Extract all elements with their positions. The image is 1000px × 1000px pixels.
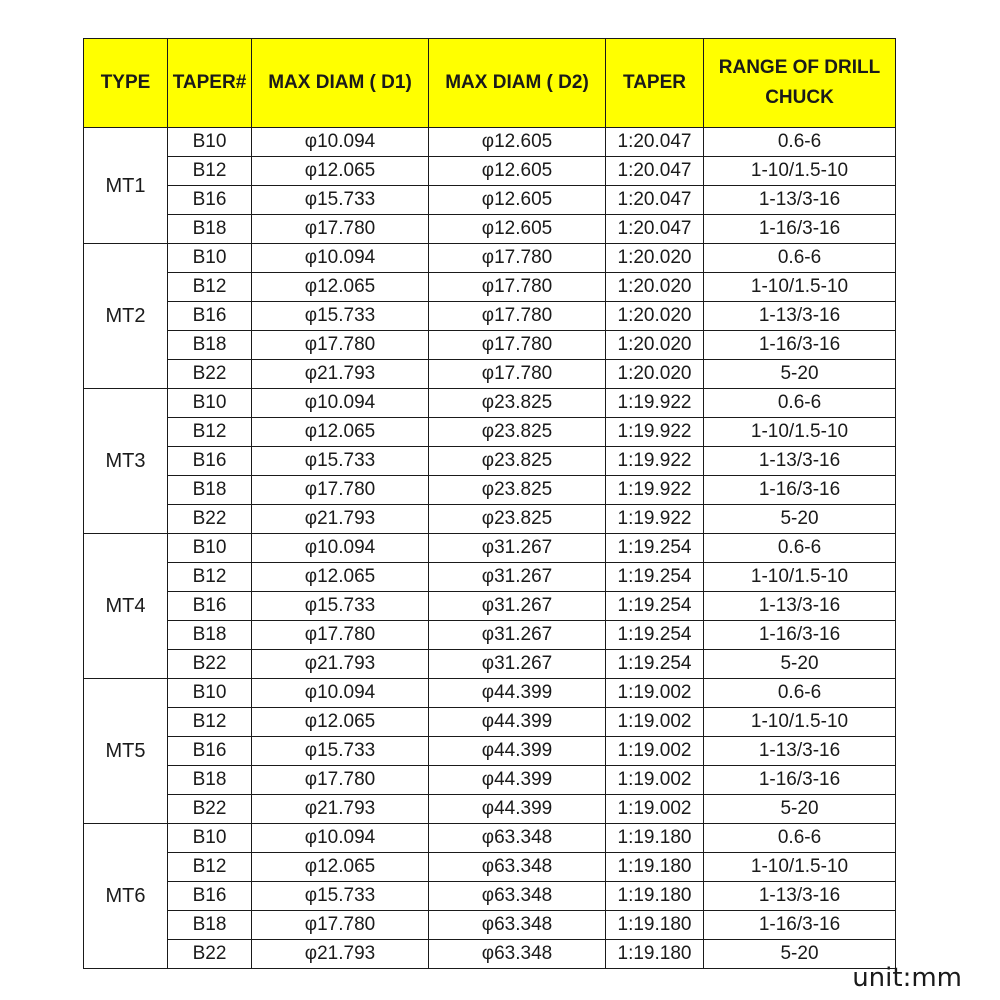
cell-max-diam-d2: φ23.825	[429, 505, 606, 534]
cell-max-diam-d1: φ12.065	[252, 157, 429, 186]
cell-max-diam-d1: φ15.733	[252, 447, 429, 476]
cell-max-diam-d1: φ12.065	[252, 273, 429, 302]
cell-taper-number: B12	[168, 853, 252, 882]
cell-max-diam-d2: φ12.605	[429, 215, 606, 244]
cell-taper-number: B12	[168, 708, 252, 737]
cell-taper-number: B10	[168, 128, 252, 157]
cell-drill-chuck-range: 1-16/3-16	[704, 766, 896, 795]
cell-max-diam-d2: φ23.825	[429, 389, 606, 418]
cell-taper-number: B22	[168, 650, 252, 679]
table-row	[84, 534, 896, 563]
cell-max-diam-d1: φ12.065	[252, 418, 429, 447]
cell-max-diam-d2: φ44.399	[429, 679, 606, 708]
cell-drill-chuck-range: 1-13/3-16	[704, 447, 896, 476]
cell-taper-number: B10	[168, 824, 252, 853]
cell-taper-ratio: 1:19.002	[606, 795, 704, 824]
cell-drill-chuck-range: 1-13/3-16	[704, 592, 896, 621]
table-row	[84, 215, 896, 244]
cell-taper-ratio: 1:20.020	[606, 360, 704, 389]
cell-drill-chuck-range: 1-16/3-16	[704, 621, 896, 650]
cell-max-diam-d1: φ10.094	[252, 534, 429, 563]
table-row	[84, 563, 896, 592]
cell-drill-chuck-range: 5-20	[704, 650, 896, 679]
cell-max-diam-d2: φ12.605	[429, 128, 606, 157]
cell-max-diam-d1: φ15.733	[252, 737, 429, 766]
cell-max-diam-d1: φ15.733	[252, 882, 429, 911]
cell-drill-chuck-range: 1-10/1.5-10	[704, 563, 896, 592]
table-row	[84, 476, 896, 505]
cell-max-diam-d2: φ31.267	[429, 563, 606, 592]
cell-max-diam-d2: φ31.267	[429, 534, 606, 563]
cell-taper-number: B18	[168, 621, 252, 650]
cell-drill-chuck-range: 5-20	[704, 505, 896, 534]
table-row	[84, 592, 896, 621]
cell-max-diam-d1: φ12.065	[252, 563, 429, 592]
cell-taper-number: B10	[168, 389, 252, 418]
cell-taper-ratio: 1:19.180	[606, 882, 704, 911]
cell-taper-number: B12	[168, 157, 252, 186]
cell-max-diam-d2: φ44.399	[429, 766, 606, 795]
cell-taper-number: B12	[168, 273, 252, 302]
cell-max-diam-d2: φ63.348	[429, 940, 606, 969]
table-body	[84, 128, 896, 969]
cell-max-diam-d1: φ21.793	[252, 360, 429, 389]
cell-max-diam-d2: φ17.780	[429, 302, 606, 331]
cell-max-diam-d2: φ31.267	[429, 592, 606, 621]
cell-drill-chuck-range: 1-10/1.5-10	[704, 853, 896, 882]
cell-taper-number: B18	[168, 331, 252, 360]
cell-taper-ratio: 1:19.002	[606, 708, 704, 737]
cell-taper-number: B10	[168, 534, 252, 563]
cell-max-diam-d1: φ10.094	[252, 244, 429, 273]
cell-taper-ratio: 1:20.047	[606, 186, 704, 215]
cell-taper-ratio: 1:19.180	[606, 853, 704, 882]
cell-taper-ratio: 1:19.922	[606, 418, 704, 447]
cell-drill-chuck-range: 1-10/1.5-10	[704, 418, 896, 447]
cell-drill-chuck-range: 0.6-6	[704, 244, 896, 273]
cell-taper-number: B16	[168, 592, 252, 621]
cell-max-diam-d1: φ21.793	[252, 795, 429, 824]
cell-max-diam-d2: φ31.267	[429, 650, 606, 679]
cell-taper-ratio: 1:19.922	[606, 505, 704, 534]
table-row	[84, 882, 896, 911]
cell-max-diam-d2: φ63.348	[429, 911, 606, 940]
cell-max-diam-d2: φ63.348	[429, 853, 606, 882]
cell-taper-number: B10	[168, 244, 252, 273]
cell-taper-ratio: 1:19.002	[606, 679, 704, 708]
cell-drill-chuck-range: 1-13/3-16	[704, 186, 896, 215]
cell-taper-number: B18	[168, 215, 252, 244]
cell-taper-ratio: 1:19.254	[606, 534, 704, 563]
table-row	[84, 650, 896, 679]
table-row	[84, 737, 896, 766]
table-row	[84, 331, 896, 360]
cell-max-diam-d2: φ17.780	[429, 331, 606, 360]
cell-taper-number: B16	[168, 447, 252, 476]
cell-drill-chuck-range: 1-16/3-16	[704, 215, 896, 244]
cell-max-diam-d1: φ17.780	[252, 766, 429, 795]
table-row	[84, 853, 896, 882]
cell-max-diam-d2: φ31.267	[429, 621, 606, 650]
cell-max-diam-d1: φ17.780	[252, 621, 429, 650]
cell-max-diam-d2: φ44.399	[429, 737, 606, 766]
cell-taper-ratio: 1:19.180	[606, 824, 704, 853]
cell-drill-chuck-range: 1-16/3-16	[704, 476, 896, 505]
cell-max-diam-d1: φ21.793	[252, 940, 429, 969]
cell-max-diam-d2: φ17.780	[429, 244, 606, 273]
cell-max-diam-d2: φ17.780	[429, 360, 606, 389]
cell-drill-chuck-range: 0.6-6	[704, 824, 896, 853]
table-row	[84, 679, 896, 708]
table-row	[84, 795, 896, 824]
cell-taper-ratio: 1:20.047	[606, 157, 704, 186]
cell-taper-number: B16	[168, 882, 252, 911]
cell-taper-ratio: 1:19.254	[606, 563, 704, 592]
cell-max-diam-d2: φ23.825	[429, 418, 606, 447]
table-header	[84, 39, 896, 128]
cell-max-diam-d1: φ15.733	[252, 592, 429, 621]
header-row	[84, 39, 896, 128]
cell-taper-ratio: 1:20.047	[606, 128, 704, 157]
cell-max-diam-d1: φ17.780	[252, 215, 429, 244]
cell-drill-chuck-range: 1-10/1.5-10	[704, 708, 896, 737]
cell-max-diam-d1: φ17.780	[252, 331, 429, 360]
cell-max-diam-d1: φ17.780	[252, 476, 429, 505]
cell-max-diam-d2: φ23.825	[429, 447, 606, 476]
cell-taper-ratio: 1:20.047	[606, 215, 704, 244]
cell-taper-ratio: 1:20.020	[606, 273, 704, 302]
table-row	[84, 708, 896, 737]
cell-taper-number: B12	[168, 418, 252, 447]
cell-drill-chuck-range: 1-13/3-16	[704, 302, 896, 331]
cell-type: MT5	[84, 679, 168, 824]
table-row	[84, 244, 896, 273]
cell-type: MT4	[84, 534, 168, 679]
table-row	[84, 389, 896, 418]
table-row	[84, 911, 896, 940]
cell-taper-number: B16	[168, 302, 252, 331]
cell-max-diam-d1: φ15.733	[252, 302, 429, 331]
header-taper: TAPER	[606, 39, 704, 128]
table-row	[84, 766, 896, 795]
table-row	[84, 940, 896, 969]
cell-taper-ratio: 1:19.180	[606, 940, 704, 969]
cell-taper-ratio: 1:19.002	[606, 766, 704, 795]
cell-max-diam-d2: φ44.399	[429, 708, 606, 737]
cell-drill-chuck-range: 5-20	[704, 360, 896, 389]
cell-max-diam-d1: φ10.094	[252, 824, 429, 853]
cell-drill-chuck-range: 1-16/3-16	[704, 331, 896, 360]
table-row	[84, 302, 896, 331]
cell-max-diam-d1: φ12.065	[252, 708, 429, 737]
cell-drill-chuck-range: 5-20	[704, 940, 896, 969]
cell-drill-chuck-range: 5-20	[704, 795, 896, 824]
cell-taper-ratio: 1:20.020	[606, 244, 704, 273]
cell-taper-ratio: 1:20.020	[606, 302, 704, 331]
cell-type: MT3	[84, 389, 168, 534]
spec-table	[83, 38, 896, 969]
cell-type: MT1	[84, 128, 168, 244]
cell-max-diam-d2: φ17.780	[429, 273, 606, 302]
cell-drill-chuck-range: 0.6-6	[704, 534, 896, 563]
cell-max-diam-d2: φ12.605	[429, 157, 606, 186]
table-row	[84, 447, 896, 476]
cell-taper-ratio: 1:19.254	[606, 592, 704, 621]
cell-taper-ratio: 1:19.922	[606, 389, 704, 418]
table-row	[84, 360, 896, 389]
cell-drill-chuck-range: 1-13/3-16	[704, 882, 896, 911]
cell-drill-chuck-range: 1-16/3-16	[704, 911, 896, 940]
cell-taper-number: B22	[168, 795, 252, 824]
cell-taper-ratio: 1:19.254	[606, 621, 704, 650]
cell-max-diam-d1: φ21.793	[252, 650, 429, 679]
table-row	[84, 418, 896, 447]
cell-drill-chuck-range: 1-10/1.5-10	[704, 157, 896, 186]
cell-taper-number: B18	[168, 911, 252, 940]
cell-max-diam-d1: φ15.733	[252, 186, 429, 215]
table-row	[84, 186, 896, 215]
cell-taper-number: B22	[168, 505, 252, 534]
cell-taper-ratio: 1:19.180	[606, 911, 704, 940]
table-row	[84, 505, 896, 534]
cell-max-diam-d1: φ10.094	[252, 128, 429, 157]
unit-note: unit:mm	[852, 963, 962, 993]
cell-taper-ratio: 1:19.922	[606, 476, 704, 505]
cell-drill-chuck-range: 0.6-6	[704, 679, 896, 708]
cell-max-diam-d2: φ63.348	[429, 824, 606, 853]
table-row	[84, 157, 896, 186]
cell-taper-ratio: 1:20.020	[606, 331, 704, 360]
cell-taper-ratio: 1:19.254	[606, 650, 704, 679]
cell-drill-chuck-range: 0.6-6	[704, 128, 896, 157]
table-row	[84, 273, 896, 302]
table-row	[84, 128, 896, 157]
header-type: TYPE	[84, 39, 168, 128]
header-taper-number: TAPER#	[168, 39, 252, 128]
header-max-diam-d2: MAX DIAM ( D2)	[429, 39, 606, 128]
cell-type: MT2	[84, 244, 168, 389]
cell-drill-chuck-range: 0.6-6	[704, 389, 896, 418]
cell-drill-chuck-range: 1-13/3-16	[704, 737, 896, 766]
cell-max-diam-d1: φ10.094	[252, 389, 429, 418]
cell-max-diam-d1: φ21.793	[252, 505, 429, 534]
cell-taper-number: B22	[168, 360, 252, 389]
cell-type: MT6	[84, 824, 168, 969]
header-max-diam-d1: MAX DIAM ( D1)	[252, 39, 429, 128]
cell-max-diam-d1: φ17.780	[252, 911, 429, 940]
cell-max-diam-d2: φ23.825	[429, 476, 606, 505]
cell-taper-ratio: 1:19.922	[606, 447, 704, 476]
cell-max-diam-d1: φ10.094	[252, 679, 429, 708]
cell-taper-number: B12	[168, 563, 252, 592]
table-row	[84, 824, 896, 853]
cell-taper-number: B16	[168, 186, 252, 215]
cell-taper-number: B10	[168, 679, 252, 708]
cell-max-diam-d2: φ12.605	[429, 186, 606, 215]
table-row	[84, 621, 896, 650]
cell-drill-chuck-range: 1-10/1.5-10	[704, 273, 896, 302]
cell-max-diam-d2: φ63.348	[429, 882, 606, 911]
cell-max-diam-d2: φ44.399	[429, 795, 606, 824]
cell-taper-number: B22	[168, 940, 252, 969]
cell-taper-number: B16	[168, 737, 252, 766]
cell-taper-number: B18	[168, 766, 252, 795]
header-range-of-drill-chuck: RANGE OF DRILL CHUCK	[704, 39, 896, 128]
cell-taper-number: B18	[168, 476, 252, 505]
cell-taper-ratio: 1:19.002	[606, 737, 704, 766]
cell-max-diam-d1: φ12.065	[252, 853, 429, 882]
